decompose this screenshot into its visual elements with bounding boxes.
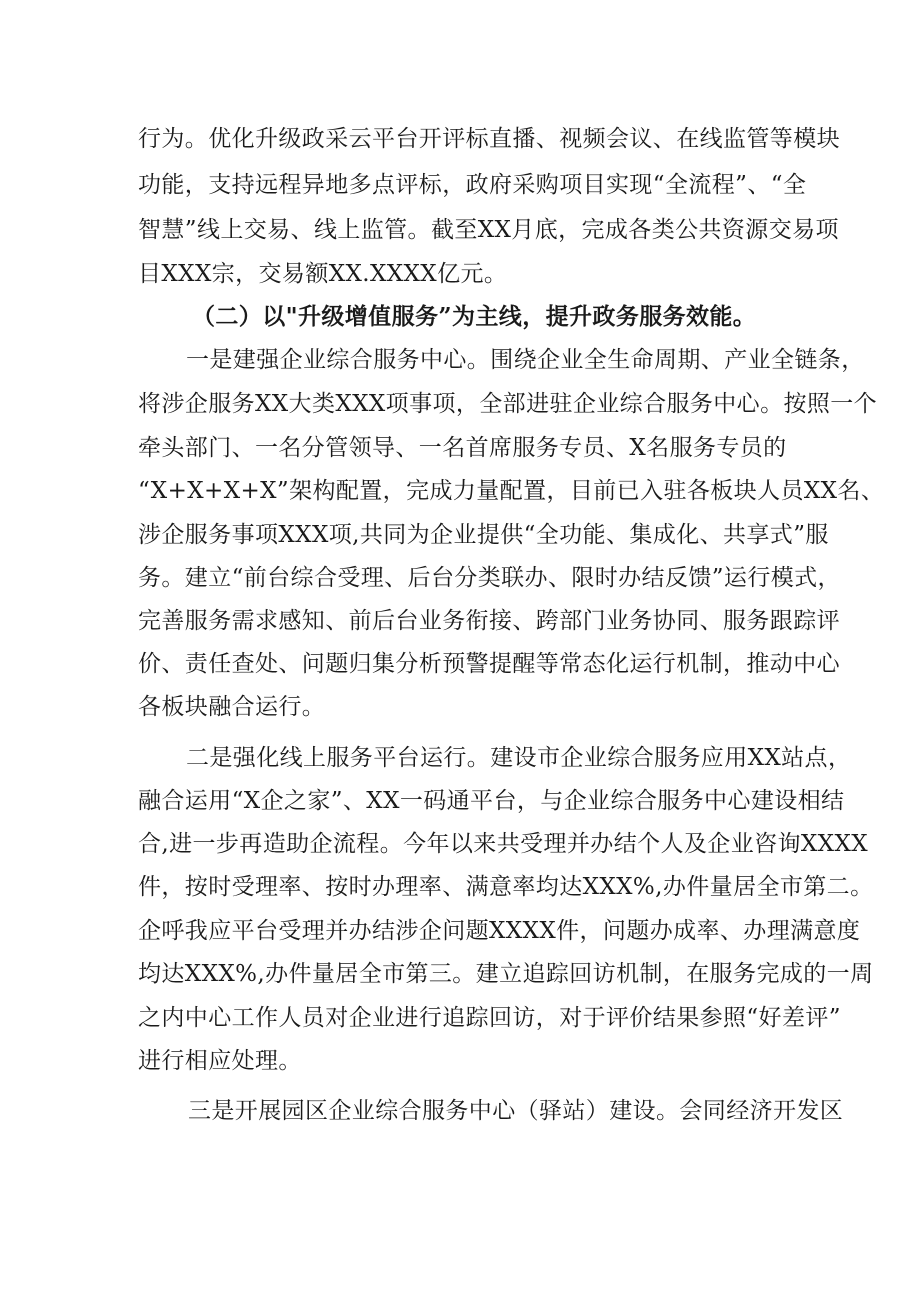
text-line: 完善服务需求感知、前后台业务衔接、跨部门业务协同、服务跟踪评	[138, 608, 840, 634]
text-line: 三是开展园区企业综合服务中心（驿站）建设。会同经济开发区	[188, 1098, 844, 1124]
text-line: 合,进一步再造助企流程。今年以来共受理并办结个人及企业咨询XXXX	[138, 831, 869, 857]
text-line: 二是强化线上服务平台运行。建设市企业综合服务应用XX站点，	[186, 745, 852, 771]
text-line: “X+X+X+X”架构配置，完成力量配置，目前已入驻各板块人员XX名、	[138, 478, 885, 504]
text-line: 一是建强企业综合服务中心。围绕企业全生命周期、产业全链条，	[186, 347, 865, 373]
text-line: 融合运用“X企之家”、XX一码通平台，与企业综合服务中心建设相结	[138, 788, 845, 814]
section-heading: （二）以"升级增值服务”为主线，提升政务服务效能。	[192, 303, 757, 330]
text-line: 牵头部门、一名分管领导、一名首席服务专员、X名服务专员的	[138, 435, 787, 461]
text-line: 目XXX宗，交易额XX.XXXX亿元。	[138, 261, 508, 287]
text-line: 功能，支持远程异地多点评标，政府采购项目实现“全流程”、“全	[138, 172, 807, 198]
text-line: 各板块融合运行。	[138, 694, 326, 720]
text-line: 价、责任查处、问题归集分析预警提醒等常态化运行机制，推动中心	[138, 651, 840, 677]
text-line: 进行相应处理。	[138, 1048, 302, 1074]
text-line: 企呼我应平台受理并办结涉企问题XXXX件，问题办成率、办理满意度	[138, 918, 861, 944]
text-line: 件，按时受理率、按时办理率、满意率均达XXX%,办件量居全市第二。	[138, 874, 874, 900]
text-line: 务。建立“前台综合受理、后台分类联办、限时办结反馈”运行模式，	[138, 565, 841, 591]
text-line: 行为。优化升级政采云平台开评标直播、视频会议、在线监管等模块	[138, 126, 840, 152]
text-line: 涉企服务事项XXX项,共同为企业提供“全功能、集成化、共享式”服	[138, 522, 829, 548]
text-line: 将涉企服务XX大类XXX项事项，全部进驻企业综合服务中心。按照一个	[138, 391, 878, 417]
text-line: 智慧”线上交易、线上监管。截至XX月底，完成各类公共资源交易项	[138, 217, 839, 243]
text-line: 之内中心工作人员对企业进行追踪回访，对于评价结果参照“好差评”	[138, 1005, 841, 1031]
text-line: 均达XXX%,办件量居全市第三。建立追踪回访机制，在服务完成的一周	[138, 961, 874, 987]
